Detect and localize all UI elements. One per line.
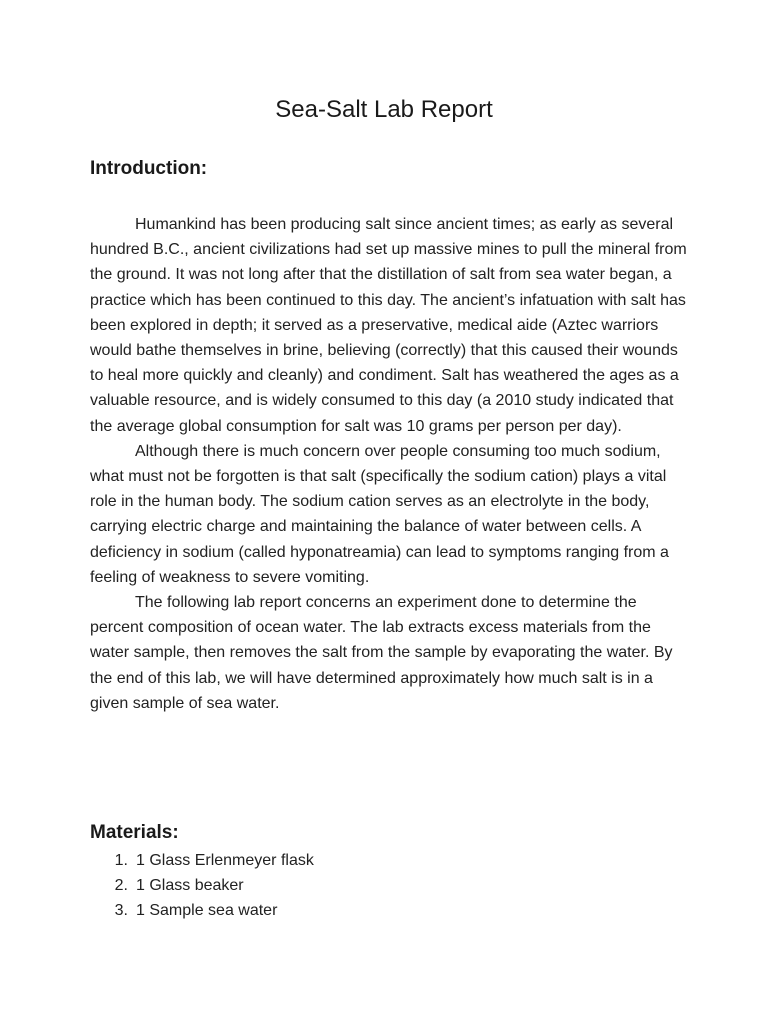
- introduction-heading: Introduction:: [90, 158, 208, 179]
- introduction-paragraph: The following lab report concerns an experiment done to determine the percent composition of ocean water. The lab extracts excess materials from the water sample, then removes the salt from the sample by evaporating the water. By the end of this lab, we will have determined approximately how much salt is in a given sample of sea water.: [90, 594, 673, 712]
- page-title: Sea-Salt Lab Report: [275, 96, 493, 123]
- list-item-number: 1.: [114, 852, 128, 869]
- materials-list: [90, 848, 590, 923]
- list-item-text: 1 Glass beaker: [136, 877, 244, 894]
- list-item-number: 3.: [114, 902, 128, 919]
- introduction-paragraph: Humankind has been producing salt since ancient times; as early as several hundred B.C., ancient civilizations had set up massive mines to pull the mineral from the ground. It was not long after that the distillation of salt from sea water began, a practice which has been continued to this day. The ancient’s infatuation with salt has been explored in depth; it served as a preservative, medical aide (Aztec warriors would bathe themselves in brine, believing (correctly) that this caused their wounds to heal more quickly and cleanly) and condiment. Salt has weathered the ages as a valuable resource, and is widely consumed to this day (a 2010 study indicated that the average global consumption for salt was 10 grams per person per day).: [90, 216, 687, 435]
- list-item: [90, 848, 590, 873]
- list-item: [90, 898, 590, 923]
- materials-heading: Materials:: [90, 822, 179, 843]
- list-item-number: 2.: [114, 877, 128, 894]
- list-item-text: 1 Glass Erlenmeyer flask: [136, 852, 314, 869]
- introduction-paragraph: Although there is much concern over people consuming too much sodium, what must not be forgotten is that salt (specifically the sodium cation) plays a vital role in the human body. The sodium cation serves as an electrolyte in the body, carrying electric charge and maintaining the balance of water between cells. A deficiency in sodium (called hyponatreamia) can lead to symptoms ranging from a feeling of weakness to severe vomiting.: [90, 442, 669, 586]
- introduction-body: [90, 212, 690, 716]
- list-item: [90, 873, 590, 898]
- list-item-text: 1 Sample sea water: [136, 902, 278, 919]
